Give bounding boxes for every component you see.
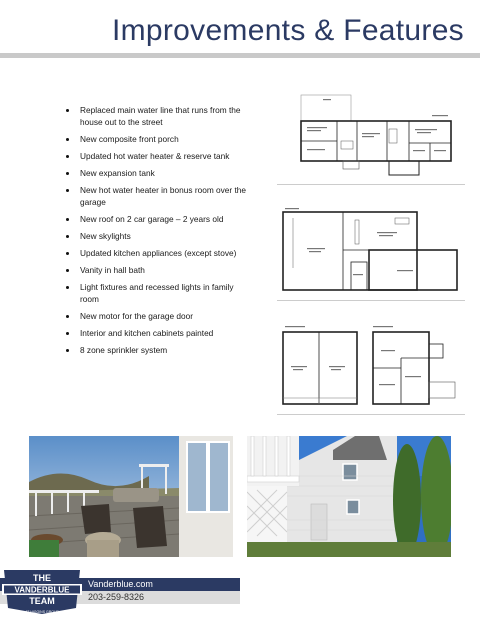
- list-item: New roof on 2 car garage – 2 years old: [60, 213, 250, 225]
- list-item: New skylights: [60, 230, 250, 242]
- deck-photo: [29, 436, 233, 557]
- floor-plan-main-level: [277, 93, 465, 193]
- house-exterior-photo: [247, 436, 451, 557]
- list-item: Updated kitchen appliances (except stove): [60, 247, 250, 259]
- logo-text-the: THE: [33, 573, 51, 583]
- title-divider: [0, 53, 480, 58]
- list-item: Updated hot water heater & reserve tank: [60, 150, 250, 162]
- list-item: 8 zone sprinkler system: [60, 344, 250, 356]
- list-item: Vanity in hall bath: [60, 264, 250, 276]
- floor-plan-lower-level: [277, 206, 465, 308]
- features-list: [60, 104, 250, 361]
- list-item: Interior and kitchen cabinets painted: [60, 327, 250, 339]
- list-item: New motor for the garage door: [60, 310, 250, 322]
- vanderblue-team-logo: [0, 568, 84, 616]
- list-item: New hot water heater in bonus room over the garage: [60, 184, 250, 208]
- list-item: New composite front porch: [60, 133, 250, 145]
- website-link[interactable]: Vanderblue.com: [88, 579, 153, 589]
- logo-text-vanderblue: VANDERBLUE: [14, 585, 70, 595]
- list-item: New expansion tank: [60, 167, 250, 179]
- list-item: Replaced main water line that runs from the house out to the street: [60, 104, 250, 128]
- page-title: Improvements & Features: [111, 14, 464, 47]
- logo-text-team: TEAM: [29, 596, 55, 606]
- floor-plan-upper-level: [277, 322, 465, 422]
- phone-number: 203-259-8326: [88, 592, 145, 602]
- logo-text-higgins: AT HIGGINS GROUP: [25, 610, 59, 614]
- list-item: Light fixtures and recessed lights in family room: [60, 281, 250, 305]
